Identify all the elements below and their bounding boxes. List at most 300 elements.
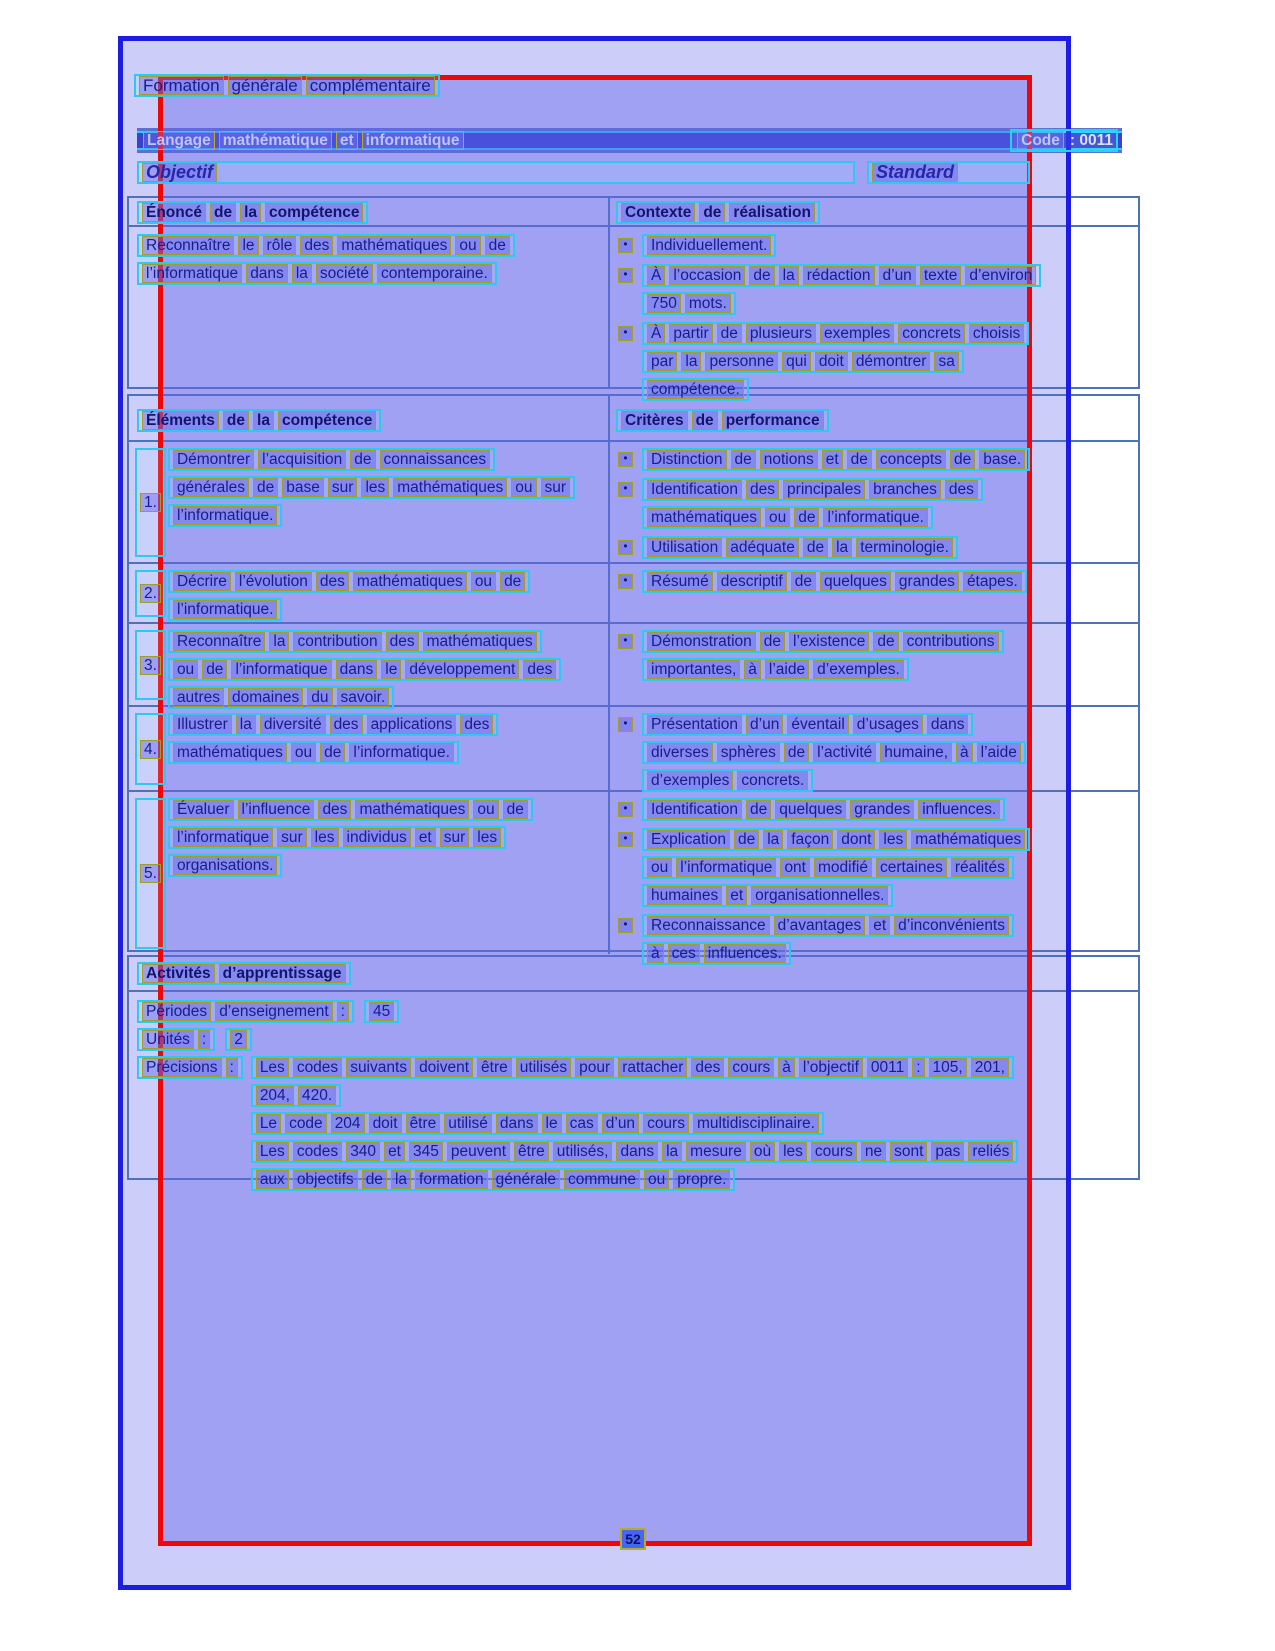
word-box: diverses (647, 743, 713, 762)
precisions-label (137, 1056, 243, 1079)
word-box: plusieurs (746, 324, 816, 343)
bullet-icon: • (618, 717, 633, 732)
word-box: humaine, (880, 743, 952, 762)
word-box: : (337, 1002, 349, 1021)
word-box: Individuellement. (647, 236, 771, 255)
word-box: ou (455, 236, 480, 255)
word-box: 5. (140, 864, 161, 883)
word-box: de (784, 743, 809, 762)
periodes-value (364, 1000, 399, 1023)
bullet-lines (642, 630, 1004, 686)
word-box: à (956, 743, 973, 762)
word-box: rédaction (803, 266, 875, 285)
bullet-item (616, 264, 1138, 320)
word-box: concrets. (737, 771, 808, 790)
word-box: d’exemples. (813, 660, 904, 679)
periodes-row (137, 1000, 1138, 1028)
word-box: par (647, 352, 677, 371)
word-box: de (362, 1170, 387, 1189)
word-box: Reconnaissance (647, 916, 770, 935)
word-box: humaines (647, 886, 722, 905)
text-line (642, 884, 893, 907)
word-box: ou (473, 800, 498, 819)
word-box: d’environ (965, 266, 1036, 285)
word-box: compétence (265, 203, 363, 222)
word-box: Distinction (647, 450, 727, 469)
word-box: et (822, 450, 843, 469)
word-box: complémentaire (306, 76, 435, 95)
word-box: de (791, 572, 816, 591)
text-line (251, 1084, 341, 1107)
word-box: quelques (820, 572, 891, 591)
word-box: à (744, 660, 761, 679)
objectif-heading (137, 161, 855, 184)
word-box: Précisions (142, 1058, 222, 1077)
text-line (642, 536, 958, 559)
text-line (642, 658, 909, 681)
criteres-bullets (616, 713, 1138, 797)
word-box: des (523, 660, 556, 679)
bullet-lines (642, 713, 1026, 797)
contexte-bullets (616, 230, 1138, 406)
word-box: dans (927, 715, 969, 734)
word-box: À (647, 324, 665, 343)
word-box: l’existence (789, 632, 869, 651)
word-box: Décrire (173, 572, 231, 591)
bullet-lines (642, 322, 1029, 406)
word-box: 345 (409, 1142, 443, 1161)
word-box: Démonstration (647, 632, 756, 651)
word-box: la (292, 264, 312, 283)
word-box: la (832, 538, 852, 557)
course-banner (137, 128, 1122, 153)
text-line (642, 350, 964, 373)
text-line (135, 570, 166, 617)
word-box: qui (782, 352, 811, 371)
word-box: de (873, 632, 898, 651)
word-box: contemporaine. (377, 264, 492, 283)
enonce-text (137, 230, 608, 285)
element-text (168, 630, 561, 705)
bullet-item (616, 713, 1138, 797)
word-box: des (691, 1058, 724, 1077)
word-box: l’informatique (676, 858, 776, 877)
word-box: ou (765, 508, 790, 527)
unites-value (225, 1028, 252, 1051)
word-box: Les (256, 1142, 289, 1161)
word-box: pas (931, 1142, 964, 1161)
word-box: mesure (686, 1142, 746, 1161)
text-line (168, 798, 533, 821)
text-line (168, 658, 561, 681)
word-box: Identification (647, 480, 742, 499)
word-box: ou (644, 1170, 669, 1189)
word-box: les (361, 478, 389, 497)
word-box: les (879, 830, 907, 849)
word-box: connaissances (380, 450, 491, 469)
word-box: À (647, 266, 665, 285)
word-box: de (950, 450, 975, 469)
word-box: ne (861, 1142, 886, 1161)
word-box: autres (173, 688, 224, 707)
word-box: adéquate (726, 538, 799, 557)
text-line (135, 798, 166, 949)
word-box: à (778, 1058, 795, 1077)
word-box: grandes (895, 572, 959, 591)
word-box: générale (228, 76, 302, 95)
word-box: base. (979, 450, 1025, 469)
word-box: l’évolution (235, 572, 312, 591)
word-box: cours (811, 1142, 857, 1161)
word-box: Langage (143, 131, 215, 150)
word-box: le (542, 1114, 562, 1133)
word-box: des (330, 715, 363, 734)
bullet-lines (642, 234, 776, 262)
word-box: la (779, 266, 799, 285)
word-box: de (500, 572, 525, 591)
word-box: mathématiques (911, 830, 1025, 849)
word-box: l’informatique (142, 264, 242, 283)
word-box: l’objectif (799, 1058, 863, 1077)
word-box: de (760, 632, 785, 651)
word-box: sur (328, 478, 358, 497)
word-box: d’exemples (647, 771, 733, 790)
text-line (642, 322, 1029, 345)
word-box: concepts (876, 450, 946, 469)
word-box: et (336, 131, 358, 150)
word-box: utilisés, (553, 1142, 613, 1161)
precisions-text (251, 1056, 1019, 1196)
text-line (168, 598, 283, 621)
course-code (1010, 129, 1118, 152)
word-box: d’avantages (774, 916, 866, 935)
word-box: des (316, 572, 349, 591)
bullet-item (616, 234, 1138, 262)
word-box: mathématiques (353, 572, 467, 591)
bullet-icon: • (618, 268, 633, 283)
text-line (642, 378, 749, 401)
text-line (168, 826, 506, 849)
bullet-lines (642, 570, 1027, 598)
word-box: et (384, 1142, 405, 1161)
bullet-icon: • (618, 540, 633, 555)
text-line (642, 741, 1026, 764)
word-box: dont (837, 830, 875, 849)
text-line (251, 1056, 1014, 1079)
course-code-value: : 0011 (1069, 131, 1113, 149)
word-box: Illustrer (173, 715, 232, 734)
banner-title (141, 131, 466, 150)
word-box: les (311, 828, 339, 847)
bullet-lines (642, 478, 983, 534)
word-box: de (692, 411, 718, 430)
word-box: 750 (647, 294, 681, 313)
word-box: utilisé (444, 1114, 492, 1133)
word-box: être (514, 1142, 549, 1161)
word-box: personne (705, 352, 778, 371)
word-box: être (477, 1058, 512, 1077)
word-box: de (794, 508, 819, 527)
text-line (168, 570, 530, 593)
word-box: la (240, 203, 261, 222)
text-line (642, 292, 736, 315)
text-line (135, 448, 166, 557)
word-box: dans (616, 1142, 658, 1161)
word-box: de (350, 450, 375, 469)
text-line (642, 630, 1004, 653)
word-box: façon (787, 830, 833, 849)
word-box: générale (492, 1170, 560, 1189)
word-box: de (202, 660, 227, 679)
word-box: grandes (850, 800, 914, 819)
word-box: branches (869, 480, 941, 499)
word-box: Unités (142, 1030, 194, 1049)
word-box: sphères (717, 743, 780, 762)
bullet-icon: • (618, 326, 633, 341)
word-box: domaines (228, 688, 303, 707)
word-box: sont (890, 1142, 927, 1161)
text-line (642, 506, 933, 529)
word-box: l’influence (238, 800, 315, 819)
activites-header (137, 962, 351, 985)
element-text (168, 570, 530, 622)
text-line (642, 713, 973, 736)
word-box: 201, (971, 1058, 1009, 1077)
criteres-bullets (616, 798, 1138, 970)
word-box: Le (256, 1114, 281, 1133)
word-box: 2. (140, 584, 161, 603)
word-box: l’occasion (669, 266, 745, 285)
word-box: Code (1017, 131, 1064, 150)
word-box: le (381, 660, 401, 679)
word-box: mathématique (219, 131, 332, 150)
word-box: d’un (879, 266, 916, 285)
word-box: l’informatique. (823, 508, 928, 527)
element-row (129, 442, 1138, 562)
enonce-header (137, 201, 368, 224)
word-box: formation (415, 1170, 488, 1189)
criteres-bullets (616, 570, 1138, 598)
text-line (642, 570, 1027, 593)
word-box: les (473, 828, 501, 847)
word-box: Objectif (142, 163, 217, 182)
word-box: l’aide (977, 743, 1021, 762)
word-box: Résumé (647, 572, 713, 591)
word-box: mots. (685, 294, 731, 313)
element-row (129, 562, 1138, 622)
word-box: Identification (647, 800, 742, 819)
word-box: des (300, 236, 333, 255)
word-box: Les (256, 1058, 289, 1077)
bullet-icon: • (618, 832, 633, 847)
word-box: l’aide (765, 660, 809, 679)
word-box: : (226, 1058, 238, 1077)
text-line (642, 769, 813, 792)
word-box: dans (496, 1114, 538, 1133)
text-line (168, 504, 283, 527)
word-box: Explication (647, 830, 730, 849)
word-box: ou (471, 572, 496, 591)
element-text (168, 713, 498, 790)
word-box: sur (541, 478, 571, 497)
word-box: où (750, 1142, 775, 1161)
word-box: partir (669, 324, 712, 343)
text-line (168, 630, 542, 653)
word-box: mathématiques (393, 478, 507, 497)
word-box: éventail (787, 715, 848, 734)
word-box: objectifs (293, 1170, 358, 1189)
word-box: sur (440, 828, 470, 847)
word-box: la (253, 411, 274, 430)
word-box: : (912, 1058, 924, 1077)
word-box: et (869, 916, 890, 935)
word-box: 420. (298, 1086, 336, 1105)
page-number: 52 (620, 1528, 646, 1550)
word-box: Standard (872, 163, 958, 182)
word-box: société (316, 264, 373, 283)
word-box: être (406, 1114, 441, 1133)
word-box: le (238, 236, 258, 255)
word-box: code (285, 1114, 327, 1133)
bullet-lines (642, 536, 958, 564)
elements-header (137, 409, 381, 432)
word-box: applications (367, 715, 457, 734)
word-box: rôle (263, 236, 297, 255)
document-title (134, 74, 440, 97)
word-box: 45 (369, 1002, 394, 1021)
word-box: 3. (140, 656, 161, 675)
word-box: concrets (898, 324, 965, 343)
criteres-bullets (616, 630, 1138, 686)
word-box: Présentation (647, 715, 742, 734)
word-box: cas (566, 1114, 598, 1133)
word-box: de (847, 450, 872, 469)
word-box: l’informatique. (173, 600, 278, 619)
word-box: 4. (140, 740, 161, 759)
word-box: Utilisation (647, 538, 722, 557)
word-box: dans (336, 660, 378, 679)
word-box: ont (780, 858, 810, 877)
word-box: de (731, 450, 756, 469)
word-box: à (647, 944, 664, 963)
word-box: cours (728, 1058, 774, 1077)
word-box: Critères (621, 411, 688, 430)
text-line (251, 1112, 824, 1135)
bullet-lines (642, 448, 1030, 476)
word-box: Formation (139, 76, 224, 95)
unites-row (137, 1028, 1138, 1056)
word-box: mathématiques (337, 236, 451, 255)
bullet-icon: • (618, 634, 633, 649)
word-box: d’un (602, 1114, 639, 1133)
word-box: 2 (230, 1030, 247, 1049)
word-box: codes (293, 1142, 342, 1161)
word-box: terminologie. (856, 538, 953, 557)
text-line (642, 798, 1005, 821)
elements-table (127, 394, 1140, 962)
standard-heading (867, 161, 1030, 184)
word-box: reliés (968, 1142, 1013, 1161)
word-box: l’informatique (231, 660, 331, 679)
word-box: ou (647, 858, 672, 877)
word-box: texte (920, 266, 962, 285)
word-box: dans (246, 264, 288, 283)
word-box: de (803, 538, 828, 557)
word-box: des (746, 480, 779, 499)
word-box: pour (575, 1058, 614, 1077)
element-text (168, 448, 575, 562)
text-line (642, 264, 1041, 287)
word-box: de (734, 830, 759, 849)
word-box: ou (511, 478, 536, 497)
word-box: Évaluer (173, 800, 234, 819)
word-box: d’usages (853, 715, 923, 734)
word-box: influences. (918, 800, 1000, 819)
text-line (642, 828, 1030, 851)
word-box: multidisciplinaire. (693, 1114, 819, 1133)
word-box: la (681, 352, 701, 371)
bullet-icon: • (618, 918, 633, 933)
word-box: des (386, 632, 419, 651)
word-box: Reconnaître (173, 632, 265, 651)
word-box: mathématiques (355, 800, 469, 819)
bullet-icon: • (618, 574, 633, 589)
activites-table (127, 955, 1140, 1188)
word-box: importantes, (647, 660, 740, 679)
word-box: sur (277, 828, 307, 847)
bullet-icon: • (618, 452, 633, 467)
contexte-header (616, 201, 820, 224)
word-box: Reconnaître (142, 236, 234, 255)
word-box: diversité (260, 715, 326, 734)
word-box: d’apprentissage (219, 964, 346, 983)
word-box: de (699, 203, 725, 222)
bullet-item (616, 322, 1138, 406)
text-line (642, 448, 1030, 471)
text-line (642, 234, 776, 257)
text-line (135, 630, 166, 700)
word-box: et (415, 828, 436, 847)
precisions-row (137, 1056, 1138, 1196)
text-line (168, 713, 498, 736)
word-box: la (391, 1170, 411, 1189)
bullet-item (616, 798, 1138, 826)
word-box: l’activité (813, 743, 876, 762)
word-box: 204, (256, 1086, 294, 1105)
word-box: mathématiques (647, 508, 761, 527)
word-box: rattacher (618, 1058, 687, 1077)
bullet-item (616, 536, 1138, 564)
bullet-icon: • (618, 802, 633, 817)
text-line (168, 854, 283, 877)
word-box: suivants (346, 1058, 411, 1077)
word-box: utilisés (516, 1058, 571, 1077)
word-box: contribution (293, 632, 381, 651)
word-box: influences. (704, 944, 786, 963)
word-box: Éléments (142, 411, 219, 430)
text-line (168, 686, 394, 709)
text-line (137, 262, 497, 285)
bullet-item (616, 448, 1138, 476)
word-box: ou (291, 743, 316, 762)
word-box: modifié (814, 858, 872, 877)
word-box: contributions (903, 632, 999, 651)
element-row (129, 790, 1138, 962)
word-box: la (662, 1142, 682, 1161)
word-box: Activités (142, 964, 215, 983)
text-line (137, 234, 515, 257)
word-box: l’informatique. (173, 506, 278, 525)
